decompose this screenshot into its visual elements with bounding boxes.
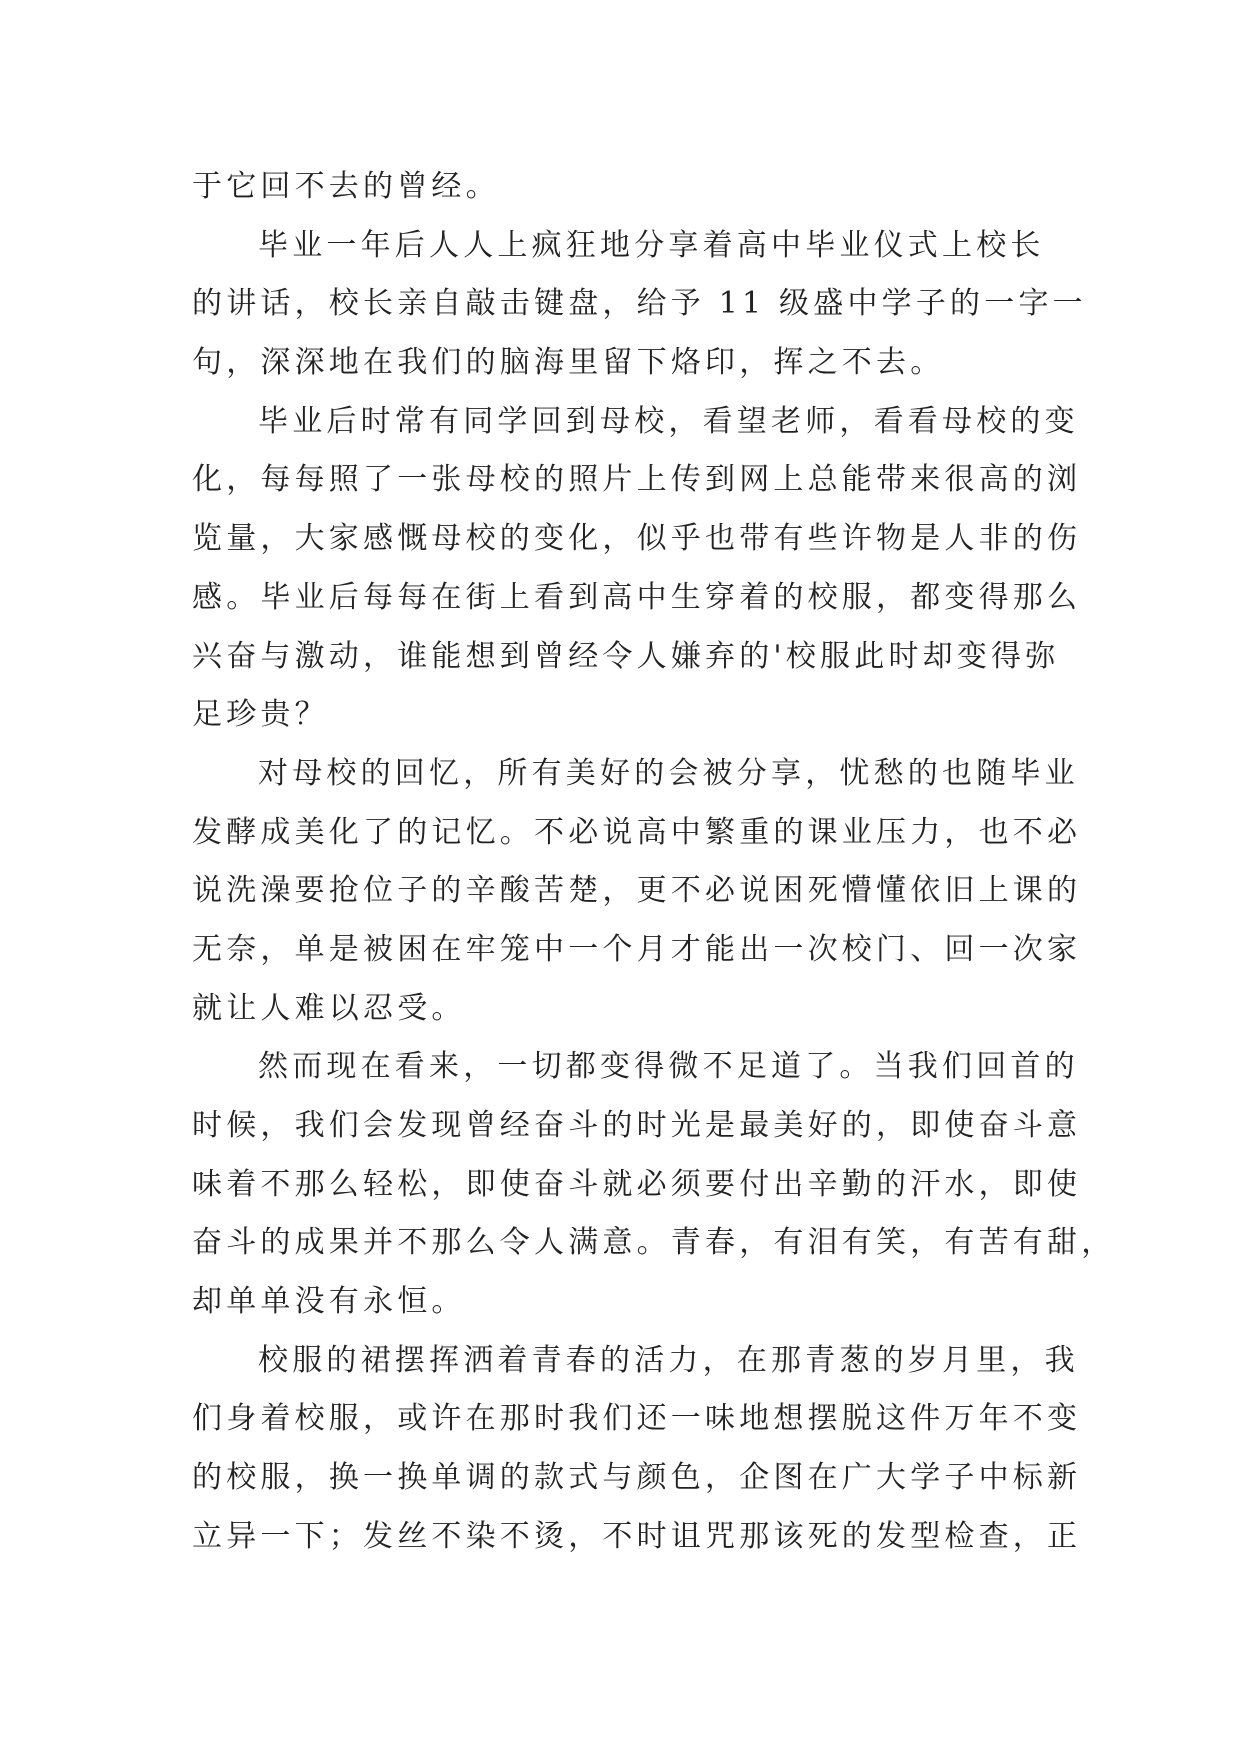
text-line: 兴奋与激动，谁能想到曾经令人嫌弃的'校服此时却变得弥 [192,638,1060,674]
text-line: 校服的裙摆挥洒着青春的活力，在那青葱的岁月里，我 [258,1342,1079,1378]
text-line: 化，每每照了一张母校的照片上传到网上总能带来很高的浏 [192,462,1082,498]
text-line: 说洗澡要抢位子的辛酸苦楚，更不必说困死懵懂依旧上课的 [192,873,1082,909]
text-line: 的校服，换一换单调的款式与颜色，企图在广大学子中标新 [192,1460,1082,1496]
text-line: 却单单没有永恒。 [192,1284,466,1320]
text-line: 览量，大家感慨母校的变化，似乎也带有些许物是人非的伤 [192,521,1082,557]
text-line: 立异一下；发丝不染不烫，不时诅咒那该死的发型检查，正 [192,1518,1082,1554]
text-line: 时候，我们会发现曾经奋斗的时光是最美好的，即使奋斗意 [192,1108,1082,1143]
text-line: 句，深深地在我们的脑海里留下烙印，挥之不去。 [192,345,945,381]
body-text [192,158,1116,1567]
text-line: 于它回不去的曾经。 [192,169,500,204]
text-line: 毕业后时常有同学回到母校，看望老师，看看母校的变 [258,403,1079,439]
text-line: 们身着校服，或许在那时我们还一味地想摆脱这件万年不变 [192,1401,1082,1437]
text-line: 就让人难以忍受。 [192,990,466,1026]
text-line: 毕业一年后人人上疯狂地分享着高中毕业仪式上校长 [258,227,1045,263]
text-line: 奋斗的成果并不那么令人满意。青春，有泪有笑，有苦有甜， [192,1225,1116,1261]
text-line: 的讲话，校长亲自敲击键盘，给予 11 级盛中学子的一字一 [192,286,1087,322]
text-line: 发酵成美化了的记忆。不必说高中繁重的课业压力，也不必 [192,814,1082,850]
text-line: 感。毕业后每每在街上看到高中生穿着的校服，都变得那么 [192,579,1082,615]
text-line: 然而现在看来，一切都变得微不足道了。当我们回首的 [258,1049,1079,1085]
text-line: 足珍贵？ [192,697,329,733]
text-line: 对母校的回忆，所有美好的会被分享，忧愁的也随毕业 [258,755,1079,791]
text-line: 味着不那么轻松，即使奋斗就必须要付出辛勤的汗水，即使 [192,1166,1082,1202]
text-line: 无奈，单是被困在牢笼中一个月才能出一次校门、回一次家 [192,931,1082,967]
